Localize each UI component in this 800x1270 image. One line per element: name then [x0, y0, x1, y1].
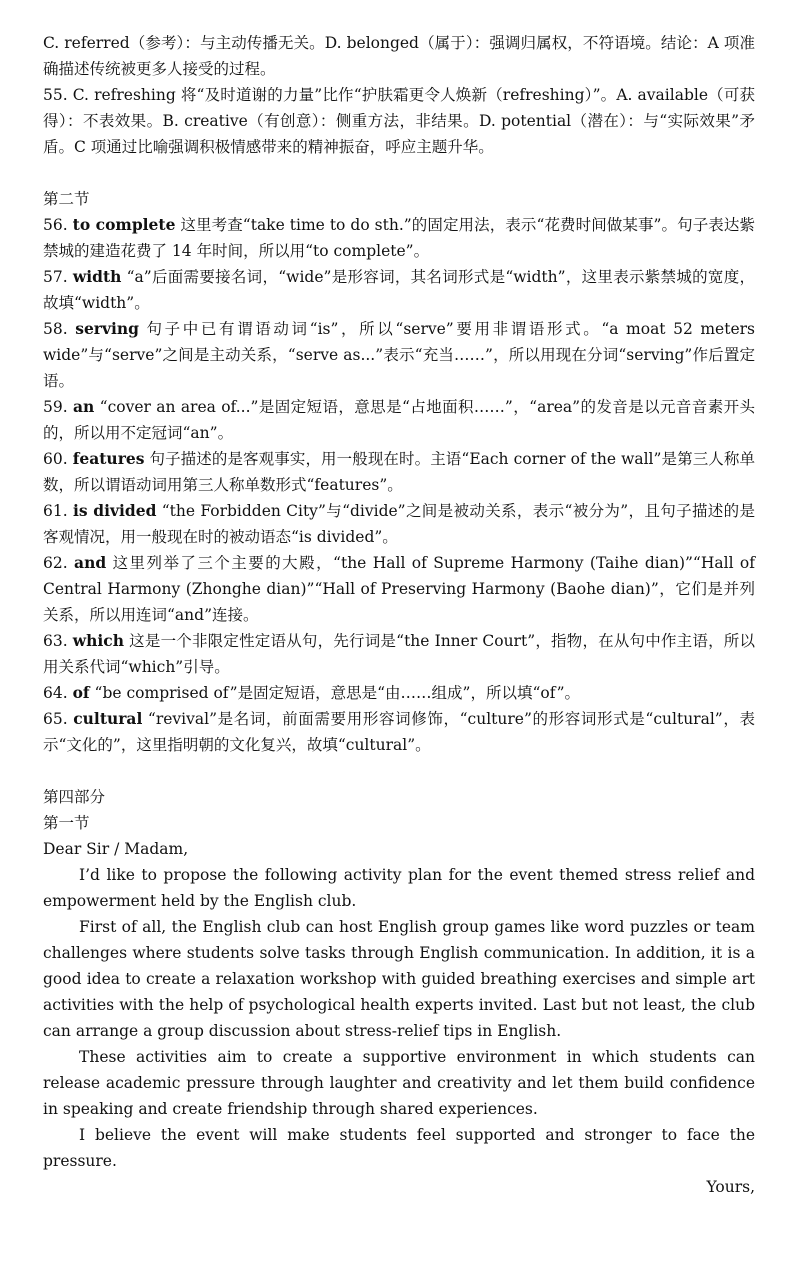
spacer: [43, 758, 755, 784]
letter-salutation: Dear Sir / Madam,: [43, 840, 189, 858]
answer-word: of: [72, 683, 90, 702]
answer-54-explanation-tail: C. referred（参考）：与主动传播无关。D. belonged（属于）：强调归属权，不符语境。结论：A 项准确描述传统被更多人接受的过程。: [43, 34, 755, 78]
answer-number: 62.: [43, 554, 68, 572]
answer-number: 59.: [43, 398, 68, 416]
letter-paragraph: First of all, the English club can host English group games like word puzzles or team challenges where students solve tasks through English communication. In addition, it is a good idea to create a relaxation workshop with guided breathing exercises and simple art activities with the help of psychological health experts invited. Last but not least, the club can arrange a group discussion about stress-relief tips in English.: [43, 918, 755, 1040]
answer-list: [43, 212, 755, 758]
answer-number: 56.: [43, 216, 68, 234]
answer-number: 57.: [43, 268, 68, 286]
answer-explanation: 这里列举了三个主要的大殿，“the Hall of Supreme Harmony (Taihe dian)”“Hall of Central Harmony (Zhonghe dian)”“Hall of Preserving Harmony (Baohe dian)”，它们是并列关系，所以用连词“and”连接。: [43, 554, 755, 624]
answer-item: [43, 550, 755, 628]
answer-number: 60.: [43, 450, 68, 468]
answer-word: is divided: [72, 501, 157, 520]
letter-paragraph: I believe the event will make students feel supported and stronger to face the pressure.: [43, 1126, 755, 1170]
answer-word: width: [72, 267, 122, 286]
answer-55-explanation: 55. C. refreshing 将“及时道谢的力量”比作“护肤霜更令人焕新（refreshing）”。A. available（可获得）：不表效果。B. creative（有创意）：侧重方法，非结果。D. potential（潜在）：与“实际效果”矛盾。C 项通过比喻强调积极情感带来的精神振奋，呼应主题升华。: [43, 86, 755, 156]
letter-paragraph: These activities aim to create a supportive environment in which students can release academic pressure through laughter and creativity and let them build confidence in speaking and create friendship through shared experiences.: [43, 1048, 755, 1118]
answer-item: [43, 498, 755, 550]
answer-word: cultural: [73, 709, 143, 728]
answer-word: features: [72, 449, 145, 468]
answer-explanation: “the Forbidden City”与“divide”之间是被动关系，表示“被分为”，且句子描述的是客观情况，用一般现在时的被动语态“is divided”。: [43, 502, 755, 546]
answer-explanation: “cover an area of...”是固定短语，意思是“占地面积……”，“area”的发音是以元音音素开头的，所以用不定冠词“an”。: [43, 398, 756, 442]
spacer: [43, 160, 755, 186]
answer-word: serving: [75, 319, 139, 338]
answer-number: 61.: [43, 502, 68, 520]
answer-number: 58.: [43, 320, 68, 338]
answer-item: [43, 706, 755, 758]
answer-item: [43, 680, 755, 706]
answer-word: an: [73, 397, 95, 416]
answer-explanation: 句子描述的是客观事实，用一般现在时。主语“Each corner of the wall”是第三人称单数，所以谓语动词用第三人称单数形式“features”。: [43, 450, 755, 494]
part-heading: 第四部分: [43, 788, 106, 806]
answer-word: which: [72, 631, 125, 650]
answer-explanation: “be comprised of”是固定短语，意思是“由……组成”，所以填“of”。: [94, 684, 581, 702]
answer-word: to complete: [72, 215, 176, 234]
answer-item: [43, 628, 755, 680]
section-heading: 第二节: [43, 190, 90, 208]
letter-paragraph: I’d like to propose the following activity plan for the event themed stress relief and empowerment held by the English club.: [43, 866, 755, 910]
answer-explanation: 句子中已有谓语动词“is”，所以“serve”要用非谓语形式。“a moat 52 meters wide”与“serve”之间是主动关系，“serve as...”表示“充当……”，所以用现在分词“serving”作后置定语。: [43, 320, 755, 390]
answer-explanation: 这里考查“take time to do sth.”的固定用法，表示“花费时间做某事”。句子表达紫禁城的建造花费了 14 年时间，所以用“to complete”。: [43, 216, 755, 260]
answer-item: [43, 212, 755, 264]
answer-key-page: [43, 30, 755, 1200]
answer-number: 64.: [43, 684, 68, 702]
section-subheading: 第一节: [43, 814, 90, 832]
answer-word: and: [74, 553, 107, 572]
answer-item: [43, 264, 755, 316]
answer-number: 65.: [43, 710, 68, 728]
answer-item: [43, 316, 755, 394]
answer-explanation: “revival”是名词，前面需要用形容词修饰，“culture”的形容词形式是“cultural”，表示“文化的”，这里指明朝的文化复兴，故填“cultural”。: [43, 710, 755, 754]
answer-number: 63.: [43, 632, 68, 650]
answer-explanation: 这是一个非限定性定语从句，先行词是“the Inner Court”，指物，在从句中作主语，所以用关系代词“which”引导。: [43, 632, 755, 676]
letter-closing: Yours,: [706, 1178, 755, 1196]
answer-explanation: “a”后面需要接名词，“wide”是形容词，其名词形式是“width”，这里表示紫禁城的宽度，故填“width”。: [43, 268, 755, 312]
answer-item: [43, 446, 755, 498]
answer-item: [43, 394, 755, 446]
